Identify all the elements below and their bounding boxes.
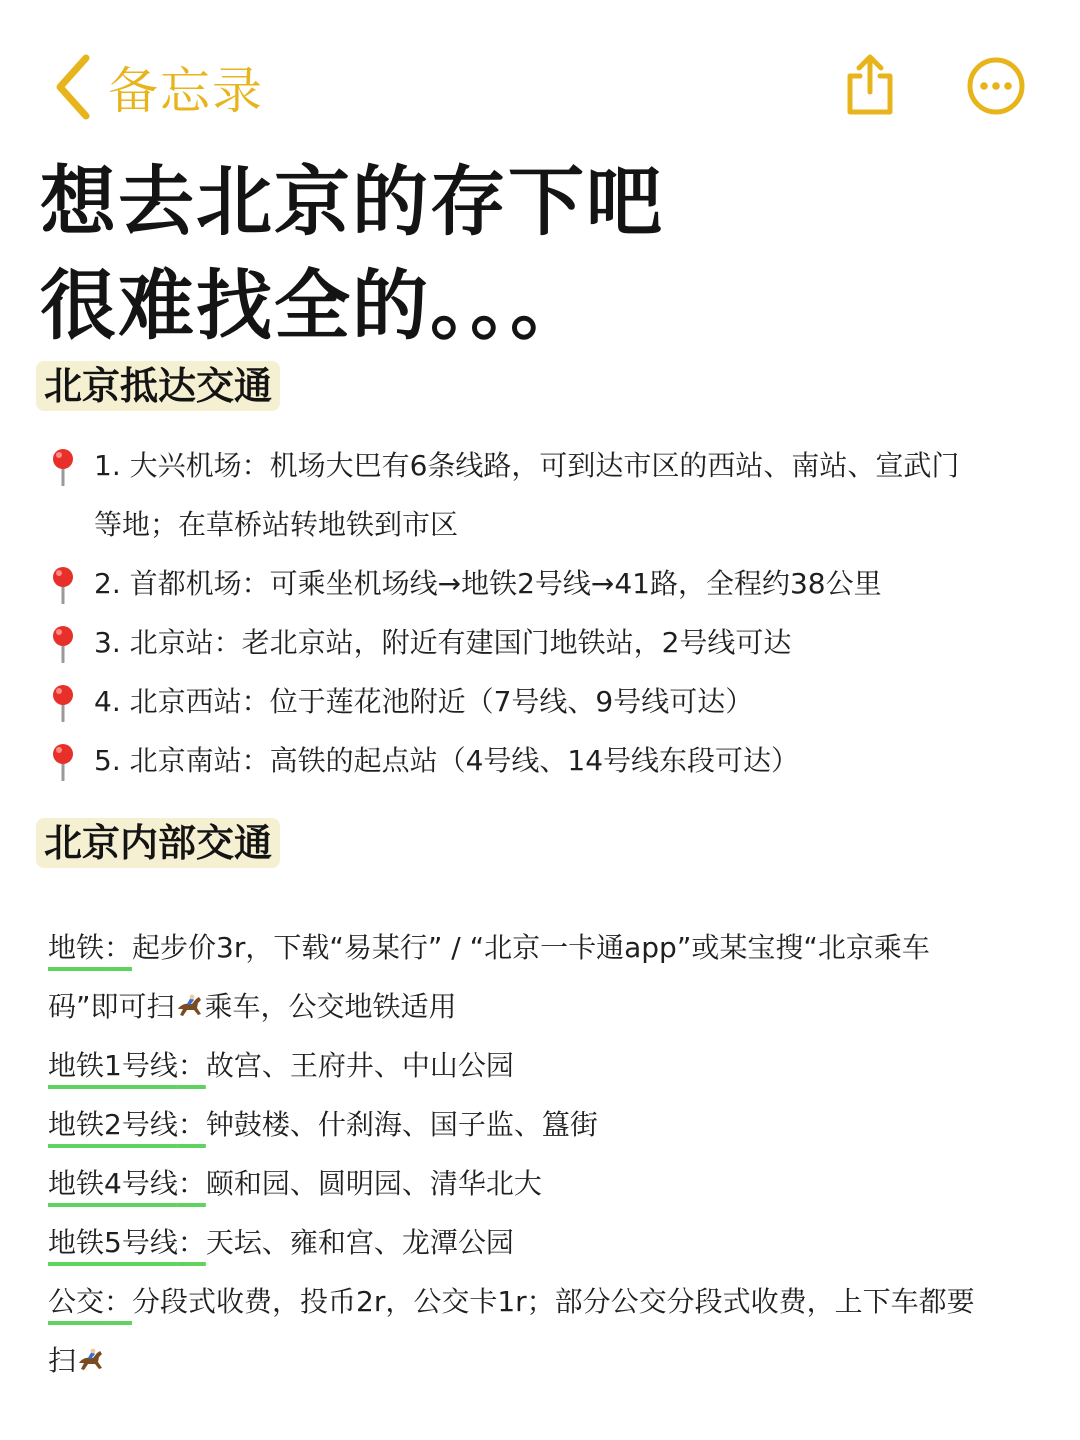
pushpin-icon <box>48 684 78 722</box>
label-separator: ： <box>177 1049 206 1082</box>
label-separator: ： <box>177 1226 206 1259</box>
navigation-bar <box>0 0 1080 150</box>
horse-racing-icon <box>76 1348 106 1374</box>
pushpin-icon <box>48 448 78 486</box>
label-text: 公交 <box>48 1285 105 1318</box>
item-text: 起步价3r，下载“易某行” / “北京一卡通app”或某宝搜“北京乘车 <box>132 931 930 964</box>
arrival-list <box>40 436 1050 790</box>
share-icon[interactable] <box>842 54 898 116</box>
list-item-text: 3. 北京站：老北京站，附近有建国门地铁站，2号线可达 <box>94 626 792 659</box>
list-item-text: 1. 大兴机场：机场大巴有6条线路，可到达市区的西站、南站、宣武门 <box>94 449 960 482</box>
list-item <box>40 731 1050 790</box>
label-separator: ： <box>104 1285 133 1318</box>
list-item <box>48 1213 1048 1272</box>
item-label-bus <box>48 1285 132 1318</box>
item-label-line4 <box>48 1167 206 1200</box>
item-label-line2 <box>48 1108 206 1141</box>
item-text-continued: 扫 <box>48 1344 77 1377</box>
list-item-text: 5. 北京南站：高铁的起点站（4号线、14号线东段可达） <box>94 744 800 777</box>
list-item <box>48 1154 1048 1213</box>
section-heading-internal: 北京内部交通 <box>36 818 280 868</box>
back-button[interactable] <box>52 52 264 122</box>
list-item <box>40 436 1050 554</box>
more-icon[interactable] <box>966 56 1026 116</box>
item-label-line5 <box>48 1226 206 1259</box>
label-text: 地铁4号线 <box>48 1167 178 1200</box>
list-item-text: 2. 首都机场：可乘坐机场线→地铁2号线→41路，全程约38公里 <box>94 567 882 600</box>
back-button-label: 备忘录 <box>108 62 264 120</box>
chevron-left-icon <box>52 52 96 122</box>
list-item-line-continued <box>48 1331 1048 1390</box>
label-text: 地铁2号线 <box>48 1108 178 1141</box>
list-item <box>48 1036 1048 1095</box>
item-text: 颐和园、圆明园、清华北大 <box>205 1167 542 1200</box>
item-label-subway <box>48 931 132 964</box>
label-text: 地铁1号线 <box>48 1049 178 1082</box>
list-item <box>48 1095 1048 1154</box>
pushpin-icon <box>48 743 78 781</box>
item-label-line1 <box>48 1049 206 1082</box>
note-title <box>40 150 1040 358</box>
pushpin-icon <box>48 566 78 604</box>
item-text-continued: 码”即可扫 <box>48 990 175 1023</box>
item-text: 分段式收费，投币2r，公交卡1r；部分公交分段式收费，上下车都要 <box>132 1285 975 1318</box>
label-text: 地铁 <box>48 931 105 964</box>
label-text: 地铁5号线 <box>48 1226 178 1259</box>
item-text: 故宫、王府井、中山公园 <box>205 1049 514 1082</box>
list-item <box>48 1272 1048 1390</box>
section-heading-arrival: 北京抵达交通 <box>36 361 280 411</box>
list-item <box>40 554 1050 613</box>
list-item-line-continued <box>48 977 1048 1036</box>
label-separator: ： <box>177 1167 206 1200</box>
label-separator: ： <box>177 1108 206 1141</box>
list-item <box>48 918 1048 1036</box>
item-text: 钟鼓楼、什刹海、国子监、簋街 <box>205 1108 598 1141</box>
title-line-1: 想去北京的存下吧 <box>40 157 664 246</box>
list-item <box>40 613 1050 672</box>
list-item-text-continued: 等地；在草桥站转地铁到市区 <box>94 508 459 541</box>
list-item-line <box>48 1272 1048 1331</box>
pushpin-icon <box>48 625 78 663</box>
item-text: 天坛、雍和宫、龙潭公园 <box>205 1226 514 1259</box>
list-item-line <box>48 918 1048 977</box>
label-separator: ： <box>104 931 133 964</box>
internal-transport-list <box>48 918 1048 1390</box>
item-text-continued-2: 乘车，公交地铁适用 <box>204 990 457 1023</box>
horse-racing-icon <box>175 994 205 1020</box>
list-item-text: 4. 北京西站：位于莲花池附近（7号线、9号线可达） <box>94 685 754 718</box>
list-item <box>40 672 1050 731</box>
title-line-2: 很难找全的。。。 <box>40 261 588 350</box>
